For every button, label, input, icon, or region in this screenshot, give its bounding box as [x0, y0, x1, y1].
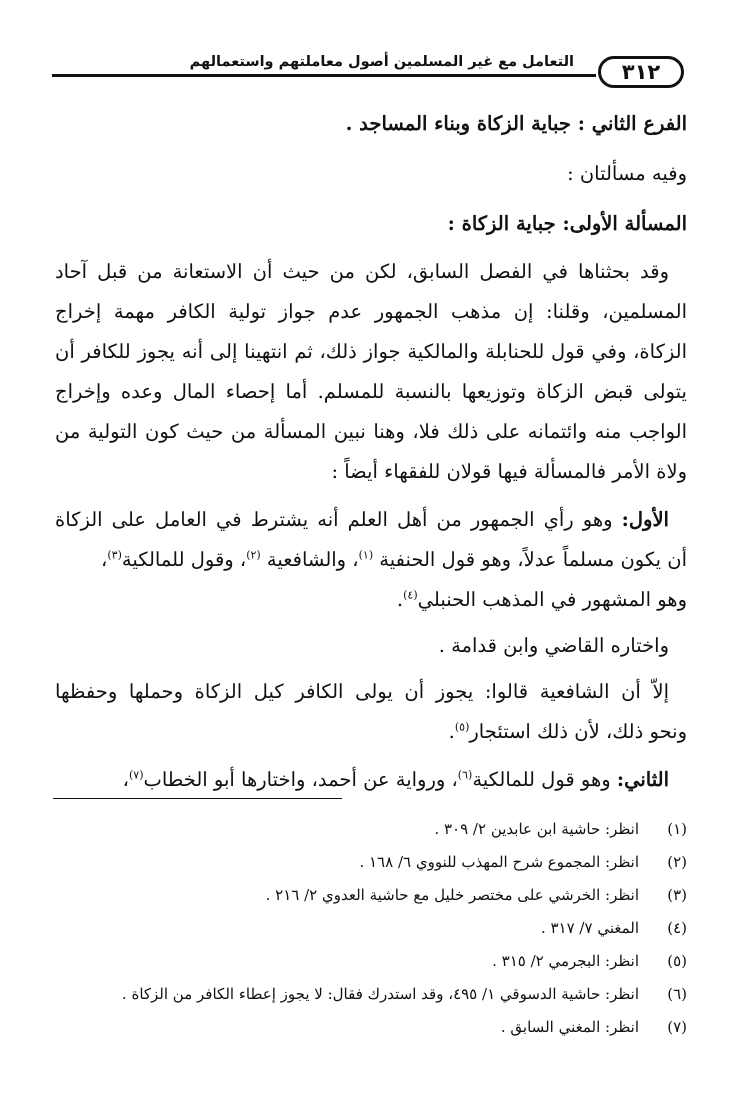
header-rule — [52, 74, 596, 77]
branch-heading: الفرع الثاني : جباية الزكاة وبناء المساجد . — [345, 112, 687, 135]
footnote-ref[interactable]: (٢) — [246, 548, 261, 562]
footnote-ref[interactable]: (٧) — [128, 768, 144, 782]
footnote-ref[interactable]: (٣) — [107, 548, 122, 562]
issue-heading: المسألة الأولى: جباية الزكاة : — [447, 212, 687, 235]
choice-line: واختاره القاضي وابن قدامة . — [438, 634, 669, 657]
footnote-item — [55, 1018, 687, 1036]
first-opinion-line: أن يكون مسلماً عدلاً، وهو قول الحنفية $^{(١)}$، والشافعية $^{(٢)}$، وقول للمالكية$^{(٣)}$، — [101, 548, 687, 571]
footnote-text: انظر: البجرمي ٢/ ٣١٥ . — [492, 952, 639, 970]
footnote-number: (٥) — [667, 952, 687, 970]
footnote-number: (٢) — [667, 853, 687, 871]
footnote-ref[interactable]: (١) — [358, 548, 374, 562]
footnote-text: انظر: حاشية الدسوقي ١/ ٤٩٥، وقد استدرك فقال: لا يجوز إعطاء الكافر من الزكاة . — [121, 985, 639, 1003]
footnote-number: (٤) — [667, 919, 687, 937]
exception-line: ونحو ذلك، لأن ذلك استئجار$^{(٥)}$. — [448, 720, 687, 743]
exception-line: إلاّ أن الشافعية قالوا: يجوز أن يولى الكافر كيل الزكاة وحملها وحفظها — [55, 680, 669, 703]
running-header — [52, 52, 684, 102]
paragraph-line: يتولى قبض الزكاة وتوزيعها بالنسبة للمسلم. أما إحصاء المال وعده وإخراج — [55, 380, 687, 403]
page-number: ٣١٢ — [598, 56, 684, 88]
footnote-item — [55, 853, 687, 871]
second-opinion-line: الثاني: وهو قول للمالكية$^{(٦)}$، ورواية عن أحمد، واختارها أبو الخطاب$^{(٧)}$، — [122, 768, 669, 791]
running-title: التعامل مع غير المسلمين أصول معاملتهم واستعمالهم — [189, 54, 574, 70]
paragraph-line: ولاة الأمر فالمسألة فيها قولان للفقهاء أيضاً : — [331, 460, 687, 483]
paragraph-line: الواجب منه وائتمانه على ذلك فلا، وهنا نبين المسألة من حيث كون التولية من — [55, 420, 687, 443]
footnote-number: (٣) — [667, 886, 687, 904]
footnote-item — [55, 985, 687, 1003]
footnote-number: (٧) — [667, 1018, 687, 1036]
paragraph-line: الزكاة، وفي قول للحنابلة والمالكية جواز ذلك، ثم انتهينا إلى أنه يجوز للكافر أن — [55, 340, 687, 363]
footnote-separator — [53, 798, 342, 799]
footnote-item — [55, 820, 687, 838]
footnote-text: انظر: حاشية ابن عابدين ٢/ ٣٠٩ . — [434, 820, 639, 838]
footnote-item — [55, 952, 687, 970]
footnote-ref[interactable]: (٦) — [457, 768, 473, 782]
footnote-text: انظر: المغني السابق . — [500, 1018, 639, 1036]
paragraph-line: وقد بحثناها في الفصل السابق، لكن من حيث أن الاستعانة من قبل آحاد — [55, 260, 669, 283]
first-opinion-label: الأول: — [621, 508, 669, 531]
footnote-number: (١) — [667, 820, 687, 838]
footnote-text: انظر: المجموع شرح المهذب للنووي ٦/ ١٦٨ . — [359, 853, 639, 871]
footnote-number: (٦) — [667, 985, 687, 1003]
footnote-ref[interactable]: (٥) — [454, 720, 470, 734]
first-opinion-line: وهو المشهور في المذهب الحنبلي$^{(٤)}$. — [396, 588, 687, 611]
paragraph-line: المسلمين، وقلنا: إن مذهب الجمهور عدم جواز تولية الكافر مهمة إخراج — [55, 300, 687, 323]
footnote-item — [55, 886, 687, 904]
intro-line: وفيه مسألتان : — [567, 162, 687, 185]
footnote-item — [55, 919, 687, 937]
footnote-ref[interactable]: (٤) — [403, 588, 418, 602]
first-opinion-line: الأول: وهو رأي الجمهور من أهل العلم أنه يشترط في العامل على الزكاة — [55, 508, 669, 531]
footnote-text: المغني ٧/ ٣١٧ . — [540, 919, 639, 937]
second-opinion-label: الثاني: — [616, 768, 669, 791]
footnote-text: انظر: الخرشي على مختصر خليل مع حاشية العدوي ٢/ ٢١٦ . — [265, 886, 639, 904]
